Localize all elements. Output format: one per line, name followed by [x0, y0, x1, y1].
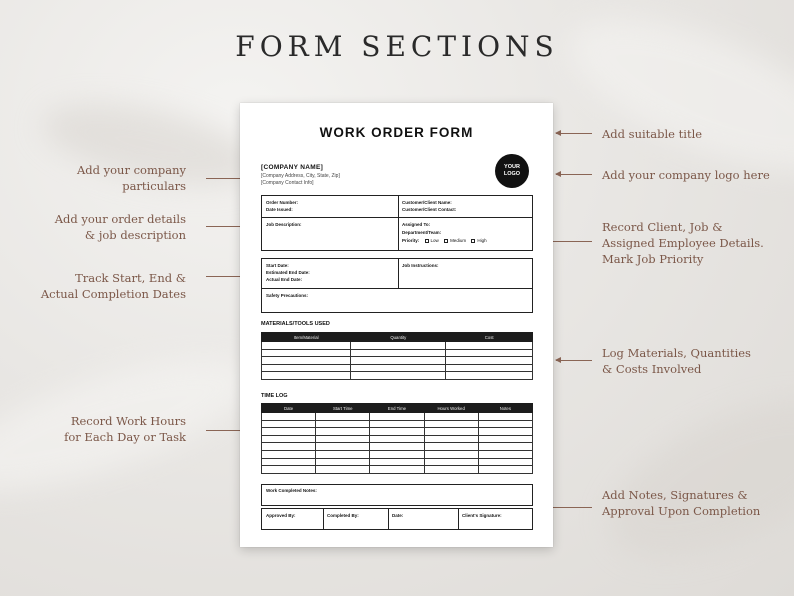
materials-col-cost: Cost — [446, 333, 533, 342]
page-heading: FORM SECTIONS — [235, 30, 559, 63]
priority-medium-checkbox[interactable] — [444, 239, 448, 243]
department-team-label: Department/Team: — [402, 230, 442, 235]
table-row — [262, 342, 533, 350]
work-order-form — [240, 103, 553, 547]
estimated-end-date-label: Estimated End Date: — [266, 270, 310, 275]
form-title: WORK ORDER FORM — [319, 125, 474, 140]
completed-by-label: Completed By: — [327, 513, 359, 518]
approved-by-label: Approved By: — [266, 513, 296, 518]
schedule-section — [261, 258, 533, 313]
annotation-work-hours: Record Work Hours for Each Day or Task — [64, 414, 186, 444]
table-row — [262, 428, 533, 436]
client-signature-label: Client's Signature: — [462, 513, 502, 518]
annotation-title: Add suitable title — [602, 127, 703, 141]
signatures-box — [261, 508, 533, 530]
materials-table — [261, 332, 533, 380]
logo-line1: YOUR — [504, 164, 520, 170]
materials-section-title: MATERIALS/TOOLS USED — [261, 321, 330, 327]
priority-high-checkbox[interactable] — [471, 239, 475, 243]
priority-low-checkbox[interactable] — [425, 239, 429, 243]
annotation-company-particulars: Add your company particulars — [76, 163, 186, 193]
actual-end-date-label: Actual End Date: — [266, 277, 303, 282]
table-row — [262, 450, 533, 458]
date-label: Date: — [392, 513, 404, 518]
safety-precautions-label: Safety Precautions: — [266, 293, 309, 298]
table-row — [262, 443, 533, 451]
customer-name-label: Customer/Client Name: — [402, 200, 452, 205]
time-log-col-start: Start Time — [316, 404, 370, 413]
priority-low-label: Low — [430, 238, 439, 243]
materials-col-quantity: Quantity — [351, 333, 446, 342]
time-log-col-end: End Time — [370, 404, 424, 413]
annotation-notes-signatures: Add Notes, Signatures & Approval Upon Completion — [602, 488, 761, 518]
company-name: [COMPANY NAME] — [261, 164, 324, 171]
arrow-logo — [556, 174, 592, 175]
work-completed-notes-label: Work Completed Notes: — [266, 488, 317, 493]
time-log-col-notes: Notes — [478, 404, 532, 413]
table-row — [262, 458, 533, 466]
company-logo — [495, 154, 529, 188]
table-row — [262, 372, 533, 380]
order-number-label: Order Number: — [266, 200, 299, 205]
materials-col-item: Item/Material — [262, 333, 351, 342]
company-contact: [Company Contact Info] — [261, 180, 314, 186]
arrow-title — [556, 133, 592, 134]
job-description-label: Job Description: — [266, 222, 302, 227]
work-completed-notes-box[interactable] — [261, 484, 533, 506]
date-issued-label: Date Issued: — [266, 207, 293, 212]
arrow-materials — [556, 360, 592, 361]
priority-label: Priority: — [402, 238, 420, 243]
time-log-section-title: TIME LOG — [261, 393, 288, 399]
time-log-table — [261, 403, 533, 474]
table-row — [262, 357, 533, 365]
table-row — [262, 364, 533, 372]
logo-line2: LOGO — [503, 171, 521, 177]
customer-contact-label: Customer/Client Contact: — [402, 207, 457, 212]
table-row — [262, 420, 533, 428]
time-log-col-date: Date — [262, 404, 316, 413]
priority-row — [402, 238, 487, 243]
table-row — [262, 413, 533, 421]
annotation-logo: Add your company logo here — [602, 168, 770, 182]
time-log-col-hours: Hours Worked — [424, 404, 478, 413]
annotation-materials: Log Materials, Quantities & Costs Involved — [602, 346, 751, 376]
table-row — [262, 349, 533, 357]
annotation-order-details: Add your order details & job description — [54, 212, 186, 242]
company-address: [Company Address, City, State, Zip] — [261, 173, 340, 179]
priority-medium-label: Medium — [450, 238, 467, 243]
annotation-track-dates: Track Start, End & Actual Completion Dates — [40, 271, 186, 301]
start-date-label: Start Date: — [266, 263, 289, 268]
annotation-client-details: Record Client, Job & Assigned Employee Details. Mark Job Priority — [602, 220, 764, 266]
order-details-section — [261, 195, 533, 251]
priority-high-label: High — [477, 238, 487, 243]
table-row — [262, 466, 533, 474]
assigned-to-label: Assigned To: — [402, 222, 431, 227]
table-row — [262, 435, 533, 443]
job-instructions-label: Job Instructions: — [402, 263, 439, 268]
